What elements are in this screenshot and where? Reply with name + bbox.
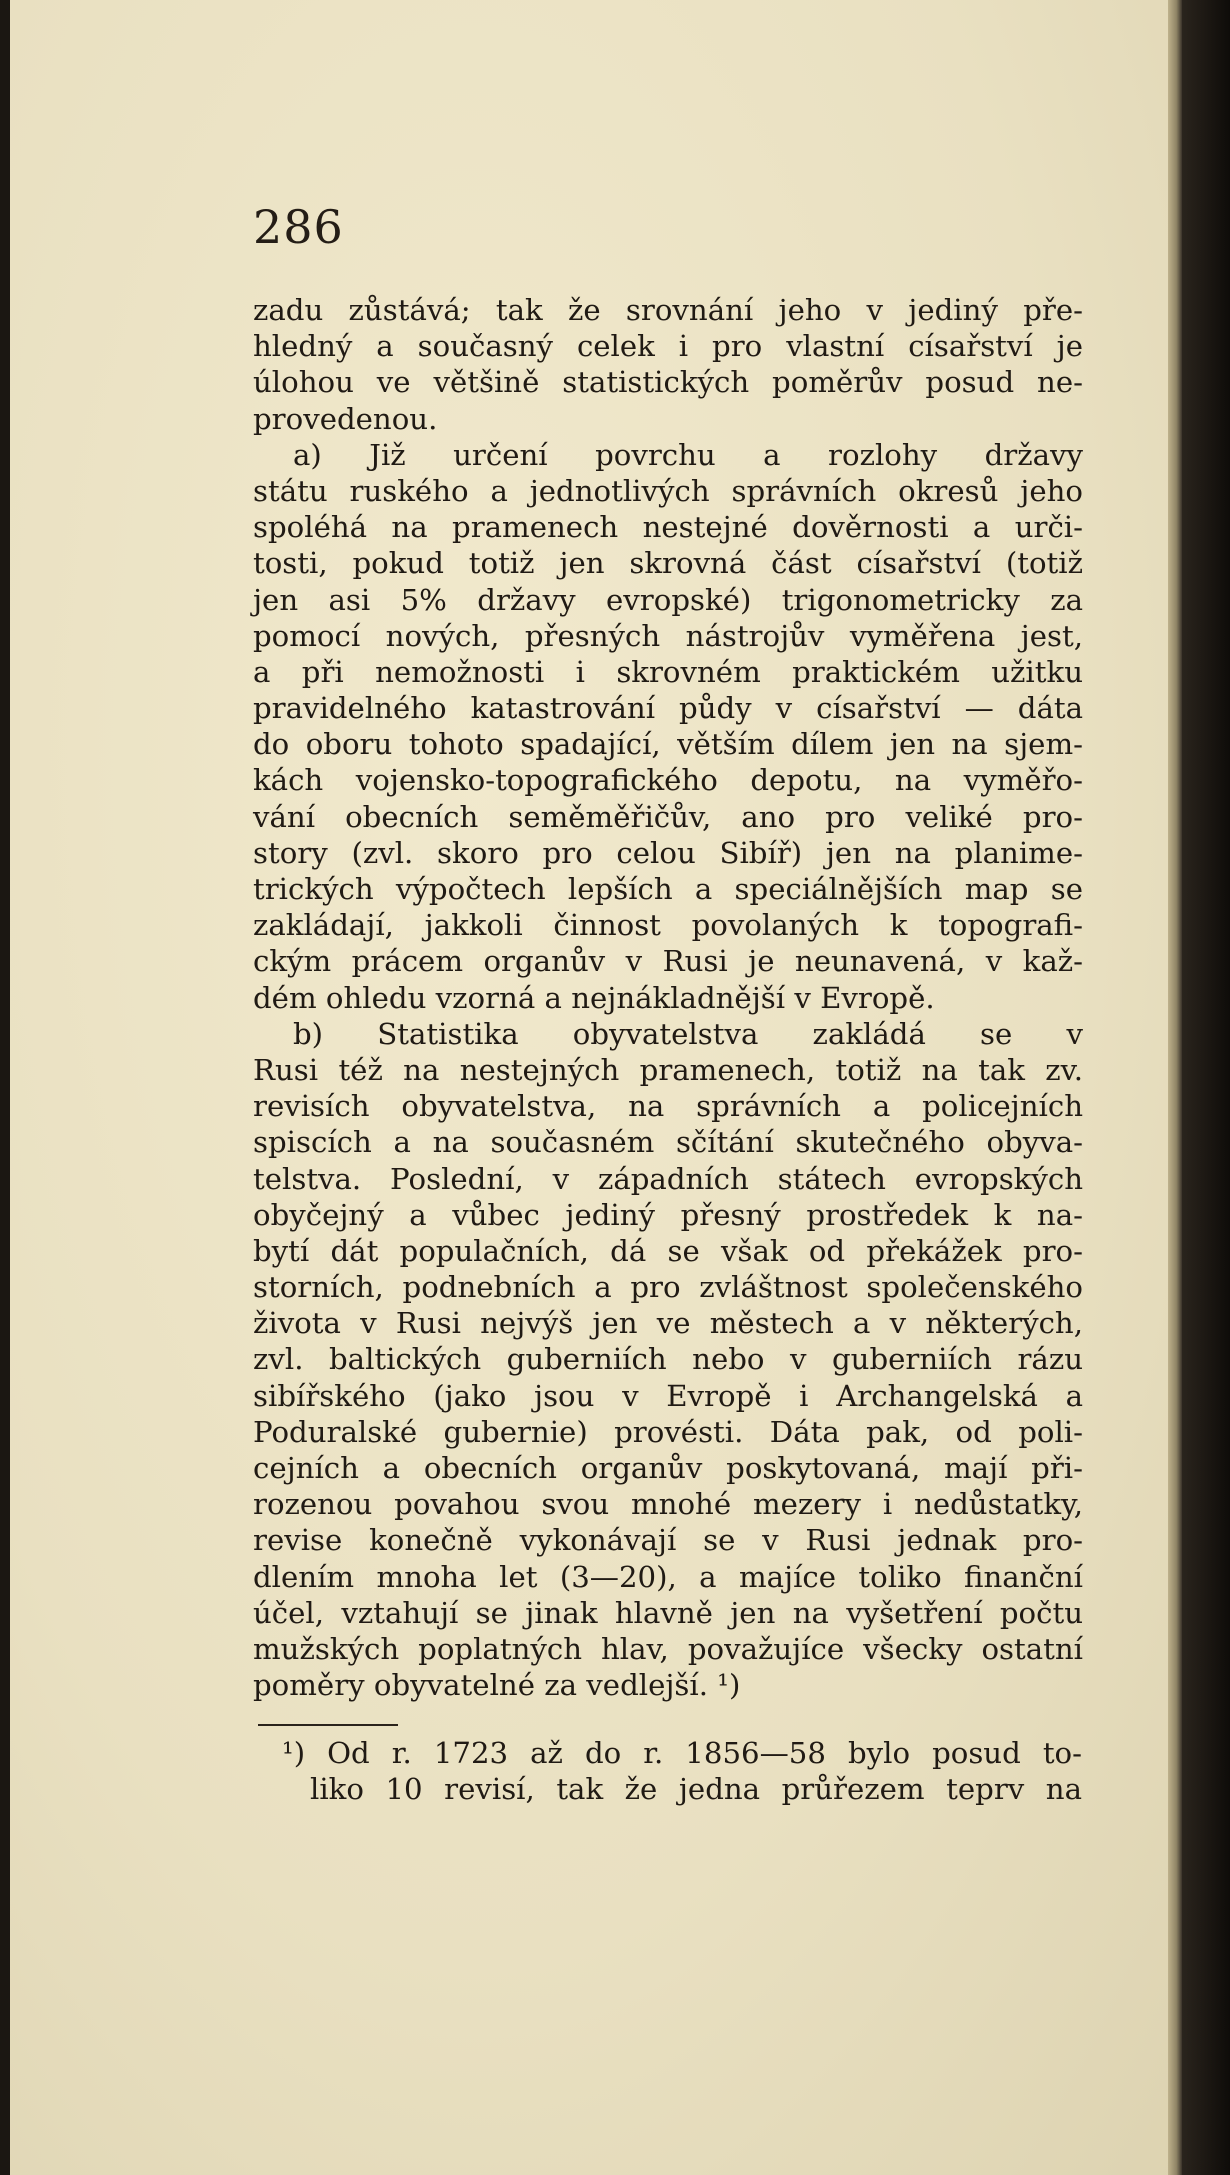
book-spine-shadow: [1168, 0, 1182, 2175]
text-line: zvl. baltických guberniích nebo v guberniích rázu: [253, 1342, 1083, 1377]
text-line: zakládají, jakkoli činnost povolaných k topografi-: [253, 908, 1083, 943]
text-line: účel, vztahují se jinak hlavně jen na vyšetření počtu: [253, 1595, 1083, 1630]
page-number: 286: [253, 200, 344, 254]
text-line: poměry obyvatelné za vedlejší. ¹): [253, 1668, 741, 1703]
text-line: dém ohledu vzorná a nejnákladnější v Evropě.: [253, 980, 935, 1015]
text-line: storních, podnebních a pro zvláštnost společenského: [253, 1270, 1083, 1305]
text-line: spiscích a na současném sčítání skutečného obyva-: [253, 1125, 1083, 1160]
text-line: a při nemožnosti i skrovném praktickém užitku: [253, 654, 1083, 689]
text-line: cejních a obecních organův poskytovaná, mají při-: [253, 1451, 1083, 1485]
text-line: sibířského (jako jsou v Evropě i Archangelská a: [253, 1378, 1083, 1413]
text-line: života v Rusi nejvýš jen ve městech a v některých,: [253, 1306, 1083, 1341]
footnote-line: ¹) Od r. 1723 až do r. 1856—58 bylo posud to-: [282, 1736, 1082, 1770]
text-line: spoléhá na pramenech nestejné dověrnosti a urči-: [253, 510, 1083, 545]
text-line: státu ruského a jednotlivých správních okresů jeho: [253, 473, 1083, 508]
text-line: vání obecních seměměřičův, ano pro veliké pro-: [253, 799, 1083, 834]
text-line: trických výpočtech lepších a speciálnějších map se: [253, 872, 1083, 906]
footnote-divider: [258, 1724, 398, 1726]
text-line: mužských poplatných hlav, považujíce všecky ostatní: [253, 1631, 1083, 1666]
book-page: [10, 0, 1182, 2175]
text-line: provedenou.: [253, 401, 438, 436]
text-line: story (zvl. skoro pro celou Sibíř) jen na planime-: [253, 835, 1083, 870]
text-line: revise konečně vykonávají se v Rusi jednak pro-: [253, 1523, 1083, 1558]
text-line: Poduralské gubernie) provésti. Dáta pak, od poli-: [253, 1414, 1083, 1449]
text-line: jen asi 5% državy evropské) trigonometricky za: [253, 582, 1083, 617]
text-line: pomocí nových, přesných nástrojův vyměřena jest,: [253, 618, 1083, 653]
text-line: dlením mnoha let (3—20), a majíce toliko finanční: [253, 1559, 1083, 1594]
body-text: [253, 292, 1083, 1703]
text-line: do oboru tohoto spadající, větším dílem jen na sjem-: [253, 727, 1083, 762]
text-line: bytí dát populačních, dá se však od překážek pro-: [253, 1233, 1083, 1268]
text-line: rozenou povahou svou mnohé mezery i nedůstatky,: [253, 1487, 1083, 1522]
footnotes: [282, 1734, 1082, 1806]
text-line: kách vojensko-topografického depotu, na vyměřo-: [253, 763, 1083, 798]
text-line: revisích obyvatelstva, na správních a policejních: [253, 1089, 1083, 1124]
text-line: pravidelného katastrování půdy v císařství — dáta: [253, 691, 1083, 726]
text-line: ckým prácem organův v Rusi je neunavená, v kaž-: [253, 944, 1083, 979]
text-line: telstva. Poslední, v západních státech evropských: [253, 1161, 1083, 1196]
text-line: hledný a současný celek i pro vlastní císařství je: [253, 329, 1083, 364]
text-line: tosti, pokud totiž jen skrovná část císařství (totiž: [253, 546, 1083, 581]
section-b-heading-line: b) Statistika obyvatelstva zakládá se v: [293, 1016, 1083, 1051]
book-edge: [1182, 0, 1230, 2175]
section-a-heading-line: a) Již určení povrchu a rozlohy državy: [293, 437, 1083, 472]
text-line: zadu zůstává; tak že srovnání jeho v jediný pře-: [253, 293, 1083, 327]
footnote-line: liko 10 revisí, tak že jedna průřezem teprv na: [310, 1772, 1082, 1807]
text-line: Rusi též na nestejných pramenech, totiž na tak zv.: [253, 1052, 1083, 1087]
text-line: úlohou ve většině statistických poměrův posud ne-: [253, 365, 1083, 400]
text-line: obyčejný a vůbec jediný přesný prostředek k na-: [253, 1197, 1083, 1232]
